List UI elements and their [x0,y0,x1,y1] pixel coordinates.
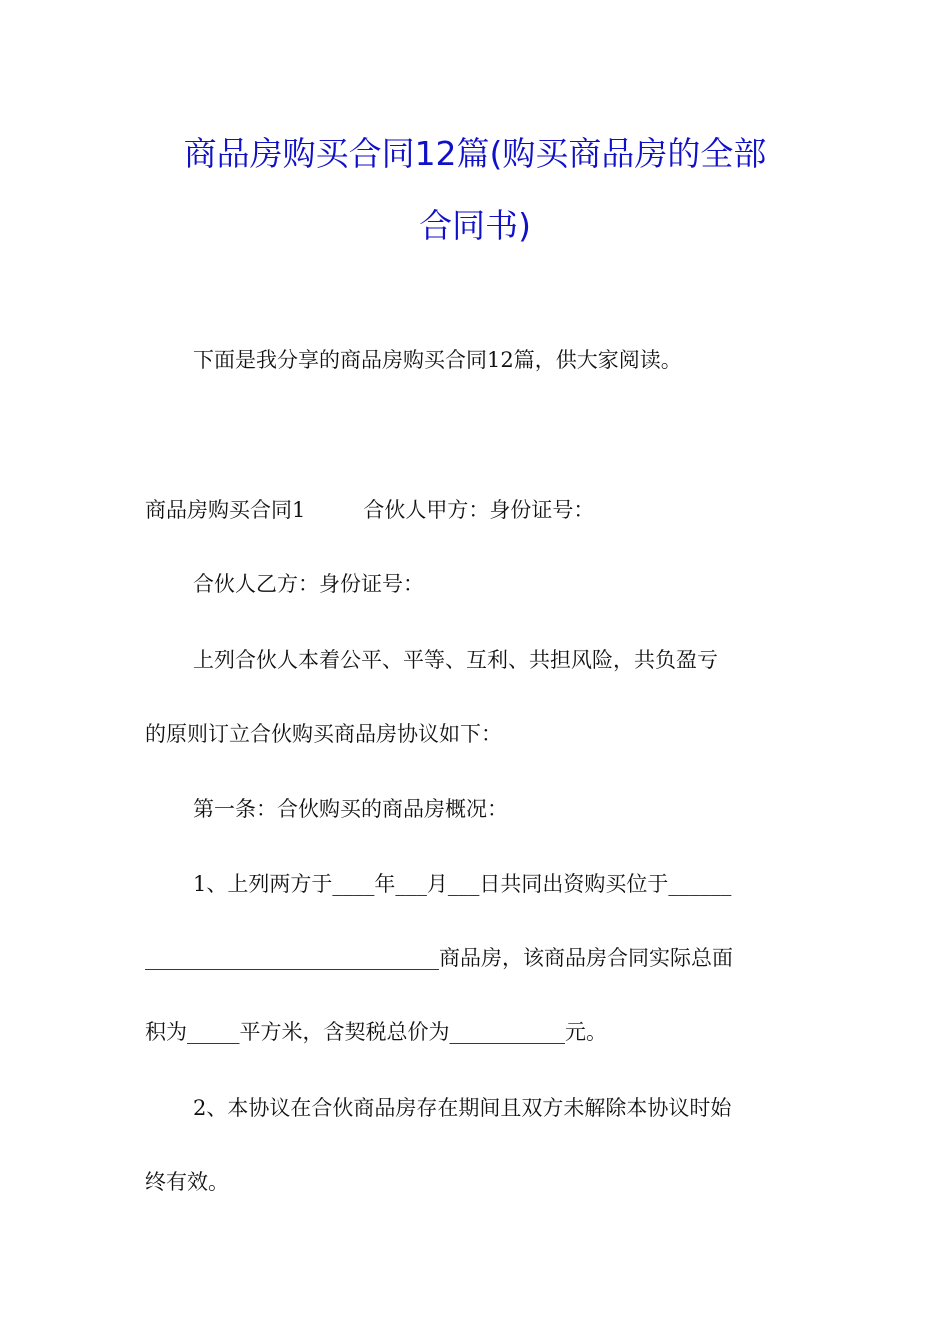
item-1-line-3: 积为_____平方米，含契税总价为___________元。 [145,1020,607,1044]
item-2-line-1: 2、本协议在合伙商品房存在期间且双方未解除本协议时始 [193,1096,732,1120]
document-title-line-2: 合同书) [419,206,531,245]
party-a-line: 合伙人甲方：身份证号： [363,498,595,522]
principle-line-2: 的原则订立合伙购买商品房协议如下： [145,722,502,746]
principle-line-1: 上列合伙人本着公平、平等、互利、共担风险，共负盈亏 [193,648,718,672]
article-1-heading: 第一条：合伙购买的商品房概况： [193,797,508,821]
item-1-line-1: 1、上列两方于____年___月___日共同出资购买位于______ [193,872,732,896]
party-b-line: 合伙人乙方：身份证号： [193,572,424,596]
section-heading: 商品房购买合同1 [145,498,306,522]
item-1-line-2: ____________________________商品房，该商品房合同实际总面 [145,946,733,970]
document-title-line-1: 商品房购买合同12篇(购买商品房的全部 [183,134,767,173]
intro-paragraph: 下面是我分享的商品房购买合同12篇，供大家阅读。 [193,348,682,372]
item-2-line-2: 终有效。 [145,1170,229,1194]
contract-1-heading-line [145,496,845,524]
